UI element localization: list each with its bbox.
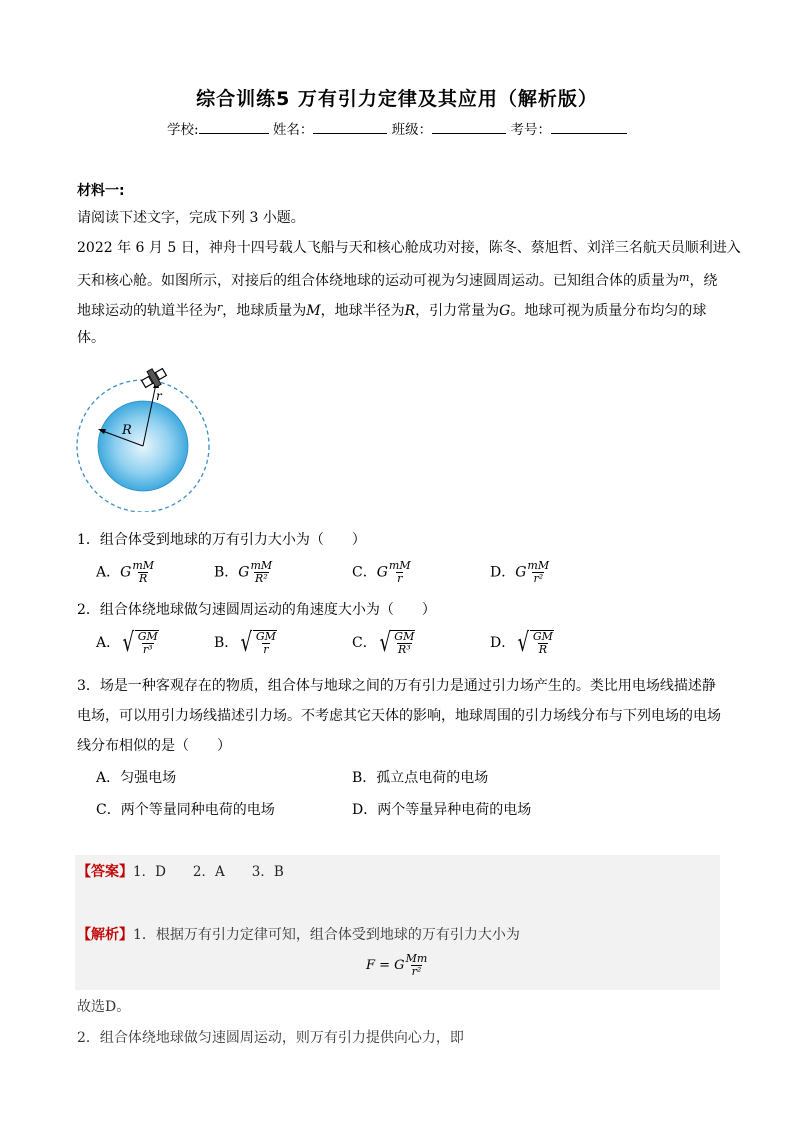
answer-line — [77, 862, 284, 882]
label-R: R — [122, 423, 132, 438]
q3-option-b[interactable]: B．孤立点电荷的电场 — [352, 770, 489, 786]
q1-option-c[interactable]: C．G $\frac{mM}{r}$ — [352, 559, 411, 585]
student-info-line — [0, 118, 794, 138]
q1-option-b[interactable]: B．G $\frac{mM}{\text{R²}}$ — [214, 559, 273, 585]
question-3-line-1: 3．场是一种客观存在的物质，组合体与地球之间的万有引力是通过引力场产生的。类比用电场线描述静 — [77, 678, 716, 694]
name-blank[interactable] — [313, 119, 387, 134]
analysis-line-3: 2．组合体绕地球做匀速圆周运动，则万有引力提供向心力，即 — [77, 1030, 464, 1046]
q1-option-a[interactable]: A．G $\frac{mM}{R}$ — [96, 559, 155, 585]
answer-text: 1．D 2．A 3．B — [133, 864, 284, 880]
material-intro: 请阅读下述文字，完成下列 3 小题。 — [77, 210, 305, 226]
question-1-stem: 1．组合体受到地球的万有引力大小为（ ） — [77, 532, 366, 548]
name-label: 姓名： — [272, 122, 314, 138]
material-line-3: 地球运动的轨道半径为$^r$，地球质量为M，地球半径为R，引力常量为G。地球可视为质量分布均匀的球 — [77, 301, 707, 319]
question-2-stem: 2．组合体绕地球做匀速圆周运动的角速度大小为（ ） — [77, 602, 436, 618]
label-r: r — [156, 389, 162, 403]
material-line-2: 天和核心舱。如图所示，对接后的组合体绕地球的运动可视为匀速圆周运动。已知组合体的质量为$^m$，绕 — [77, 271, 718, 289]
analysis-line-2: 故选D。 — [77, 999, 131, 1015]
school-blank[interactable] — [199, 119, 269, 134]
school-label: 学校: — [167, 122, 199, 138]
exam-no-blank[interactable] — [551, 119, 627, 134]
q3-option-d[interactable]: D．两个等量异种电荷的电场 — [352, 802, 532, 818]
page-title: 综合训练5 万有引力定律及其应用（解析版） — [196, 88, 598, 110]
material-line-1: 2022 年 6 月 5 日，神舟十四号载人飞船与天和核心舱成功对接，陈冬、蔡旭哲、刘洋三名航天员顺利进入 — [77, 240, 741, 256]
question-3-line-2: 电场，可以用引力场线描述引力场。不考虑其它天体的影响，地球周围的引力场线分布与下列电场的电场 — [77, 708, 721, 724]
material-line-4: 体。 — [77, 330, 105, 346]
formula-gravity: F = G $\frac{Mm}{\text{r²}}$ — [366, 952, 428, 978]
analysis-label: 【解析】 — [77, 927, 133, 943]
q2-option-c[interactable]: C． √ $\frac{GM}{\text{R³}}$ — [352, 628, 415, 658]
q3-option-a[interactable]: A．匀强电场 — [96, 770, 177, 786]
q2-option-a[interactable]: A． √ $\frac{GM}{\text{r³}}$ — [96, 628, 158, 658]
q1-option-d[interactable]: D．G $\frac{mM}{\text{r²}}$ — [490, 559, 550, 585]
exam-no-label: 考号： — [510, 122, 551, 138]
earth-orbit-figure — [76, 362, 216, 512]
answer-label: 【答案】 — [77, 864, 133, 880]
class-label: 班级： — [391, 122, 433, 138]
q2-option-b[interactable]: B． √ $\frac{GM}{r}$ — [214, 628, 276, 658]
material-heading: 材料一: — [77, 183, 125, 199]
analysis-line-1: 【解析】1．根据万有引力定律可知，组合体受到地球的万有引力大小为 — [77, 927, 520, 943]
q2-option-d[interactable]: D． √ $\frac{GM}{R}$ — [490, 628, 553, 658]
question-3-line-3: 线分布相似的是（ ） — [77, 738, 231, 754]
q3-option-c[interactable]: C．两个等量同种电荷的电场 — [96, 802, 275, 818]
class-blank[interactable] — [432, 119, 506, 134]
